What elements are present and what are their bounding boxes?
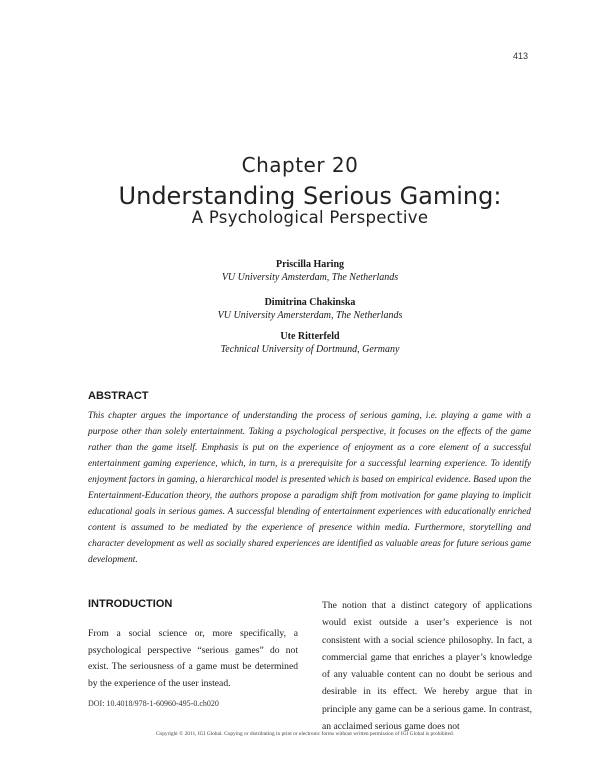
introduction-right-column: The notion that a distinct category of applications would exist outside a user’s experience is not consistent with a social science philosophy. In fact, a commercial game that enriches a player’s knowledge of any valuable content can no doubt be serious and desirable in its effect. We hereby argue that in principle any game can be a serious game. In contrast, an acclaimed serious game does not [322, 600, 532, 733]
introduction-heading: INTRODUCTION [88, 598, 173, 610]
author-block [0, 296, 600, 322]
author-affiliation: Technical University of Dortmund, Germany [220, 344, 400, 355]
author-block [0, 258, 600, 284]
chapter-title: Understanding Serious Gaming: [118, 182, 502, 210]
author-block [0, 330, 600, 356]
author-affiliation: VU University Amsterdam, The Netherlands [221, 272, 399, 283]
page-number: 413 [512, 51, 528, 61]
author-name: Priscilla Haring [275, 259, 345, 270]
author-affiliation: VU University Amersterdam, The Netherlands [217, 310, 403, 321]
chapter-label: Chapter 20 [241, 153, 359, 177]
copyright-notice: Copyright © 2011, IGI Global. Copying or distributing in print or electronic forms without written permission of IGI Global is prohibited. [155, 731, 455, 737]
author-name: Dimitrina Chakinska [264, 297, 356, 308]
abstract-heading: ABSTRACT [88, 390, 149, 402]
chapter-subtitle: A Psychological Perspective [191, 208, 429, 227]
abstract-text: This chapter argues the importance of understanding the process of serious gaming, i.e. playing a game with a purpose other than solely entertainment. Taking a psychological perspective, it focuses on the effects of the game rather than the game itself. Emphasis is put on the experience of enjoyment as a core element of a successful entertainment gaming experience, which, in turn, is a prerequisite for a successful learning experience. To identify enjoyment factors in gaming, a hierarchical model is presented which is based on empirical evidence. Based upon the Entertainment-Education theory, the authors propose a paradigm shift from motivation for game playing to implicit educational goals in serious games. A successful blending of entertainment experiences with educationally enriched content is assumed to be mediated by the experience of presence within media. Furthermore, storytelling and character development as well as socially shared experiences are identified as valuable areas for future serious game development. [88, 411, 531, 565]
doi-line: DOI: 10.4018/978-1-60960-495-0.ch020 [88, 699, 219, 708]
author-name: Ute Ritterfeld [280, 331, 340, 342]
introduction-left-column: From a social science or, more specifically, a psychological perspective “serious games” do not exist. The seriousness of a game must be determined by the experience of the user instead. [88, 628, 298, 689]
